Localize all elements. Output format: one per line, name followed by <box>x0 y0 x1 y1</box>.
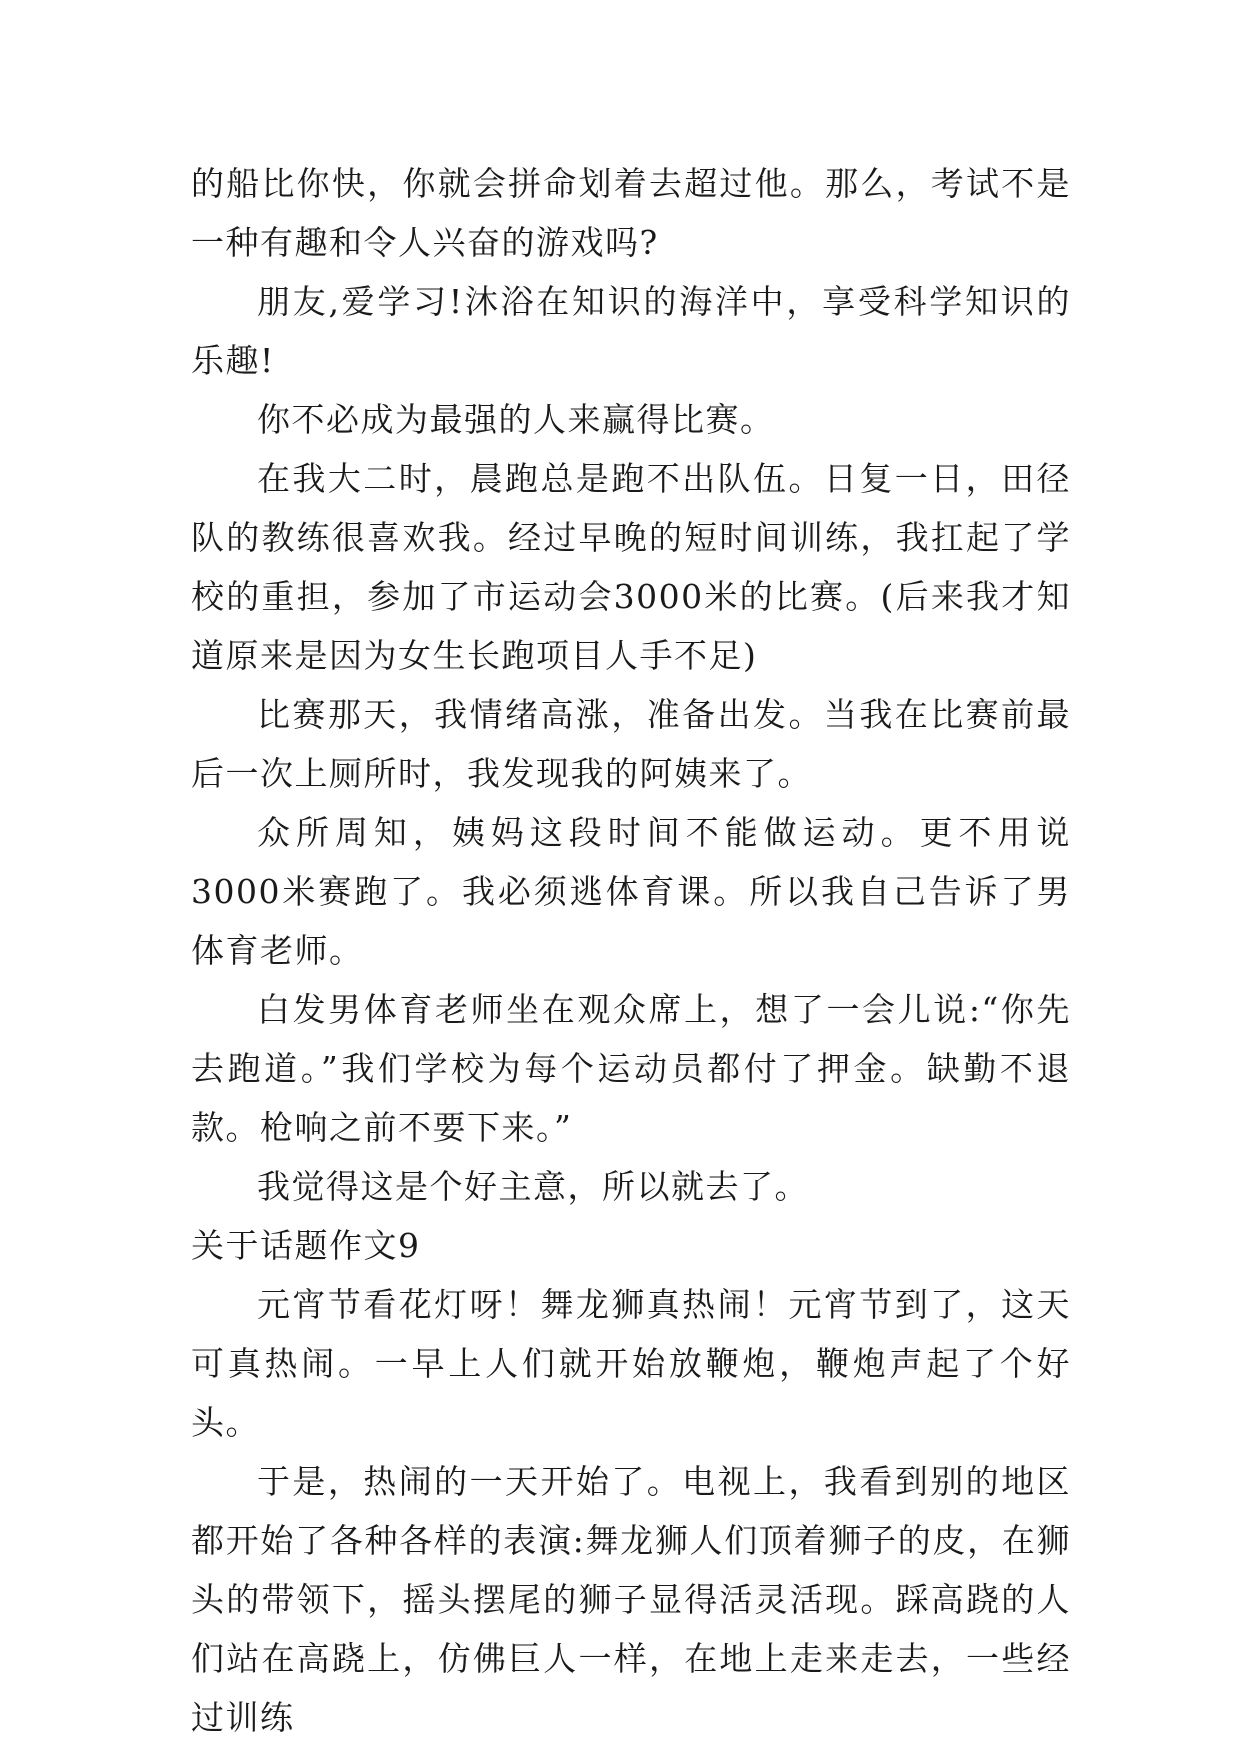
paragraph: 的船比你快，你就会拼命划着去超过他。那么，考试不是一种有趣和令人兴奋的游戏吗? <box>191 164 1071 262</box>
document-body <box>191 154 1071 1747</box>
paragraph: 白发男体育老师坐在观众席上，想了一会儿说:“你先去跑道。”我们学校为每个运动员都付了押金。缺勤不退款。枪响之前不要下来。” <box>191 990 1071 1147</box>
paragraph: 元宵节看花灯呀！舞龙狮真热闹！元宵节到了，这天可真热闹。一早上人们就开始放鞭炮，鞭炮声起了个好头。 <box>191 1285 1071 1442</box>
paragraph: 在我大二时，晨跑总是跑不出队伍。日复一日，田径队的教练很喜欢我。经过早晚的短时间训练，我扛起了学校的重担，参加了市运动会3000米的比赛。(后来我才知道原来是因为女生长跑项目人手不足) <box>191 459 1071 675</box>
paragraph: 我觉得这是个好主意，所以就去了。 <box>257 1167 809 1206</box>
paragraph: 众所周知，姨妈这段时间不能做运动。更不用说3000米赛跑了。我必须逃体育课。所以我自己告诉了男体育老师。 <box>191 813 1071 970</box>
paragraph: 于是，热闹的一天开始了。电视上，我看到别的地区都开始了各种各样的表演:舞龙狮人们顶着狮子的皮，在狮头的带领下，摇头摆尾的狮子显得活灵活现。踩高跷的人们站在高跷上，仿佛巨人一样，在地上走来走去，一些经过训练 <box>191 1462 1071 1737</box>
paragraph: 比赛那天，我情绪高涨，准备出发。当我在比赛前最后一次上厕所时，我发现我的阿姨来了。 <box>191 695 1071 793</box>
paragraph: 你不必成为最强的人来赢得比赛。 <box>257 400 775 439</box>
section-heading: 关于话题作文9 <box>191 1226 421 1265</box>
paragraph: 朋友,爱学习!沐浴在知识的海洋中，享受科学知识的乐趣! <box>191 282 1071 380</box>
